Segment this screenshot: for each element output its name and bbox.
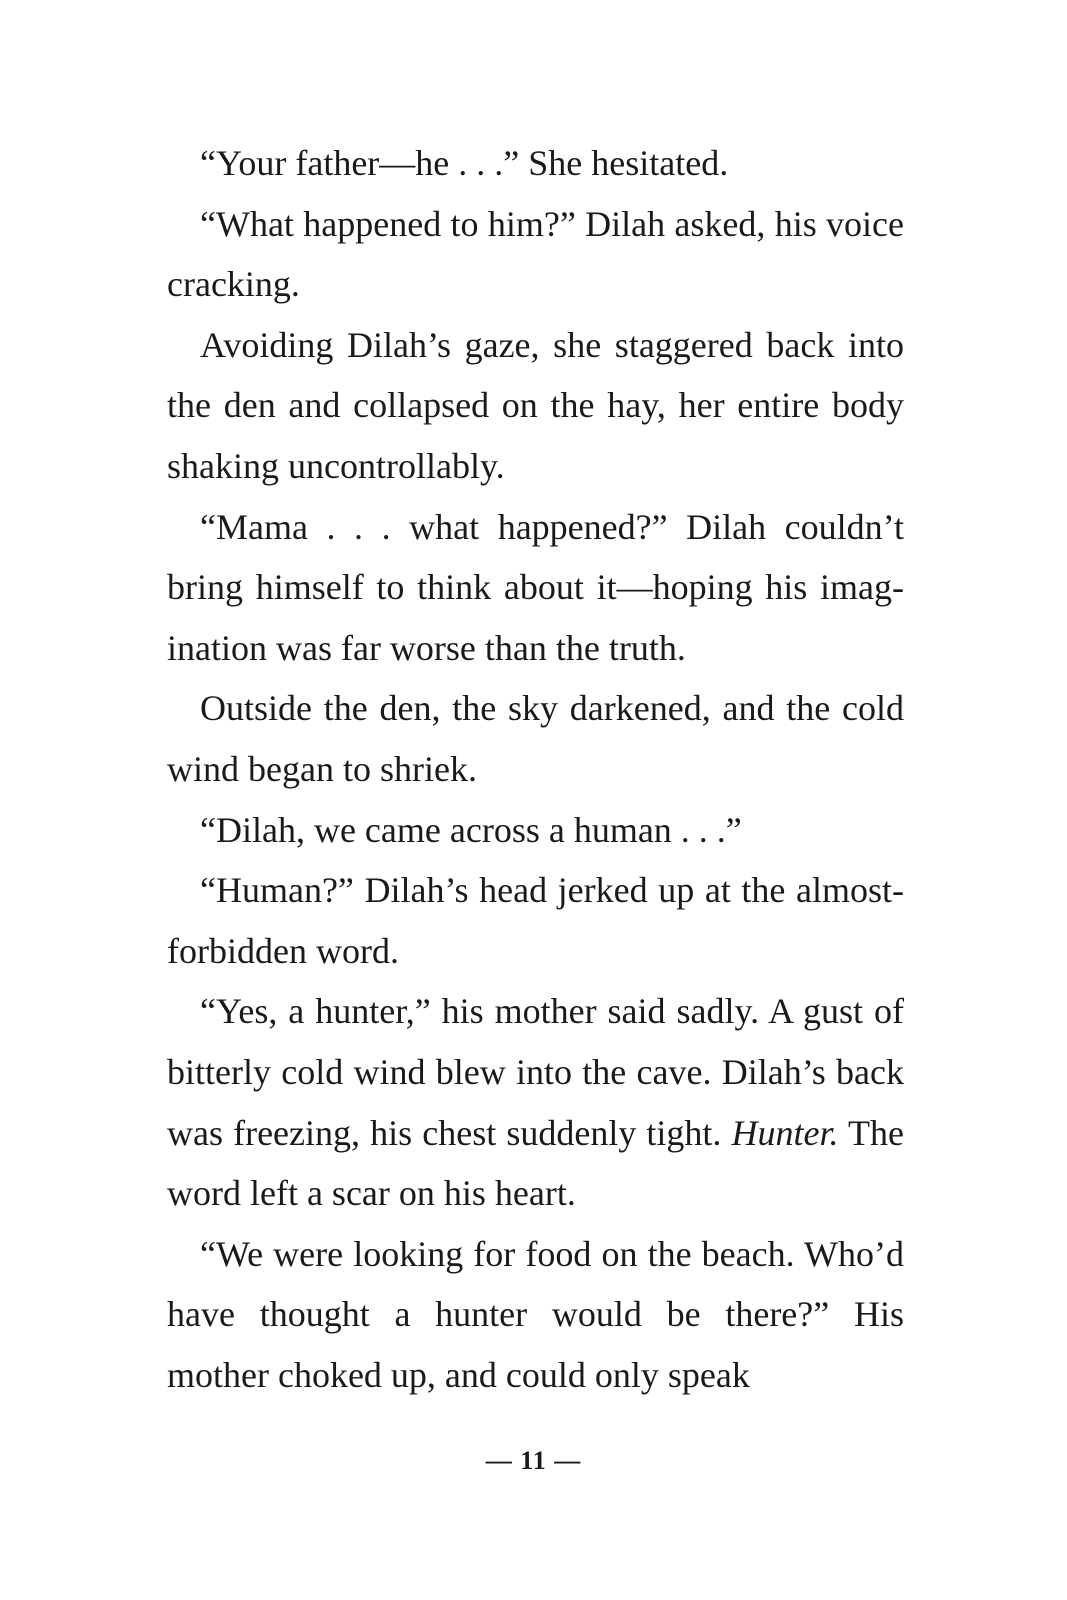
paragraph — [167, 194, 904, 315]
text-run: “Your father—he . . .” She hesitated. — [200, 143, 729, 183]
text-run: Avoiding Dilah’s gaze, she staggered back into the den and collapsed on the hay, her entire body shaking uncontrollably. — [167, 324, 904, 486]
paragraph — [167, 133, 904, 194]
italic-text-run: Hunter. — [731, 1112, 839, 1153]
text-run: “Human?” Dilah’s head jerked up at the almost-forbidden word. — [167, 870, 904, 971]
text-run: The word left a scar on his heart. — [167, 1112, 904, 1214]
text-run: “Mama . . . what happened?” Dilah couldn’t bring himself to think about it—hoping his imag-ination was far worse than the truth. — [167, 506, 904, 668]
paragraph — [167, 1224, 904, 1406]
paragraph — [167, 497, 904, 679]
page-number: — 11 — — [485, 1446, 582, 1475]
paragraph — [167, 315, 904, 497]
text-run: Outside the den, the sky darkened, and the cold wind began to shriek. — [167, 688, 904, 789]
text-run: “Dilah, we came across a human . . .” — [200, 809, 742, 850]
text-run: “We were looking for food on the beach. Who’d have thought a hunter would be there?” His mother choked up, and could only speak — [167, 1233, 904, 1395]
body-text — [167, 133, 904, 1405]
text-run: “Yes, a hunter,” his mother said sadly. A gust of bitterly cold wind blew into the cave. Dilah’s back was freezing, his chest suddenly tight. — [167, 991, 904, 1153]
text-run: “What happened to him?” Dilah asked, his voice cracking. — [167, 203, 904, 305]
paragraph — [167, 981, 904, 1223]
paragraph — [167, 860, 904, 981]
paragraph — [167, 800, 904, 861]
paragraph — [167, 678, 904, 799]
